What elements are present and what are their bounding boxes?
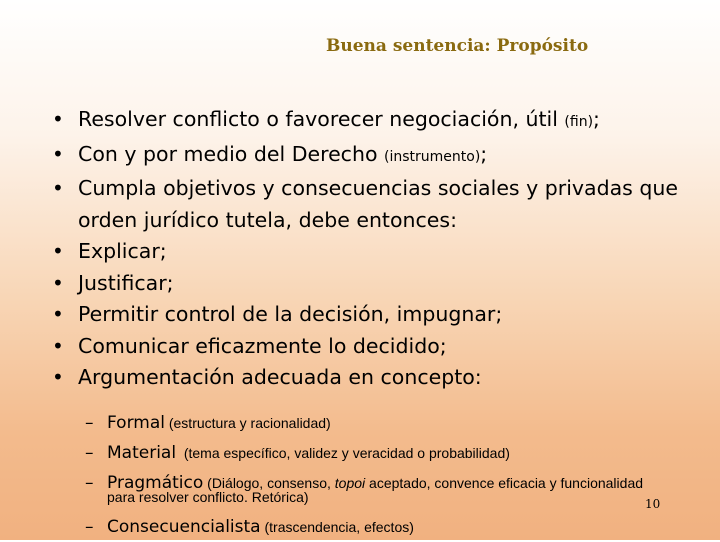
slide-title: Buena sentencia: Propósito [326,36,589,56]
bullet-text: Explicar; [78,239,167,263]
bullet-item [50,362,710,394]
bullet-item [50,331,710,363]
bullet-note: (fin) [564,114,594,130]
sub-note-continuation: para resolver conflicto. Retórica) [107,489,309,505]
bullet-text: Cumpla objetivos y consecuencias sociales y privadas que orden jurídico tutela, debe entonces: [78,176,678,232]
bullet-text: Permitir control de la decisión, impugnar; [78,302,503,326]
sub-note-before: (Diálogo, consenso, [203,475,335,491]
sub-note-italic: topoi [334,475,366,491]
page-number: 10 [645,497,661,511]
sub-list-last [85,512,715,542]
sub-label: Pragmático [107,473,204,493]
bullet-item [50,139,710,174]
sub-label: Material [107,443,177,463]
bullet-item [50,104,710,139]
sub-note: (trascendencia, efectos) [260,519,414,535]
bullet-text: Justificar; [78,270,174,295]
sub-note: (tema específico, validez y veracidad o probabilidad) [176,445,510,461]
sub-item-formal [85,408,715,438]
sub-item-consecuencialista [85,512,715,542]
sub-label: Consecuencialista [107,517,261,537]
sub-note: (estructura y racionalidad) [164,415,331,431]
sub-list [85,408,715,498]
bullet-text: Argumentación adecuada en concepto: [78,365,482,389]
bullet-list [50,104,710,394]
sub-note-after: aceptado, convence eficacia y funcionalidad [365,475,644,491]
bullet-note: (instrumento) [384,148,481,165]
bullet-item [50,173,710,236]
sub-label: Formal [107,413,165,433]
bullet-item [50,236,710,268]
sub-item-material [85,438,715,468]
bullet-suffix: ; [480,141,488,166]
bullet-item [50,299,710,331]
bullet-suffix: ; [593,107,600,131]
bullet-text: Resolver conflicto o favorecer negociación, útil [78,107,565,131]
bullet-text: Comunicar eficazmente lo decidido; [78,333,447,358]
bullet-item [50,268,710,300]
bullet-text: Con y por medio del Derecho [78,141,385,166]
